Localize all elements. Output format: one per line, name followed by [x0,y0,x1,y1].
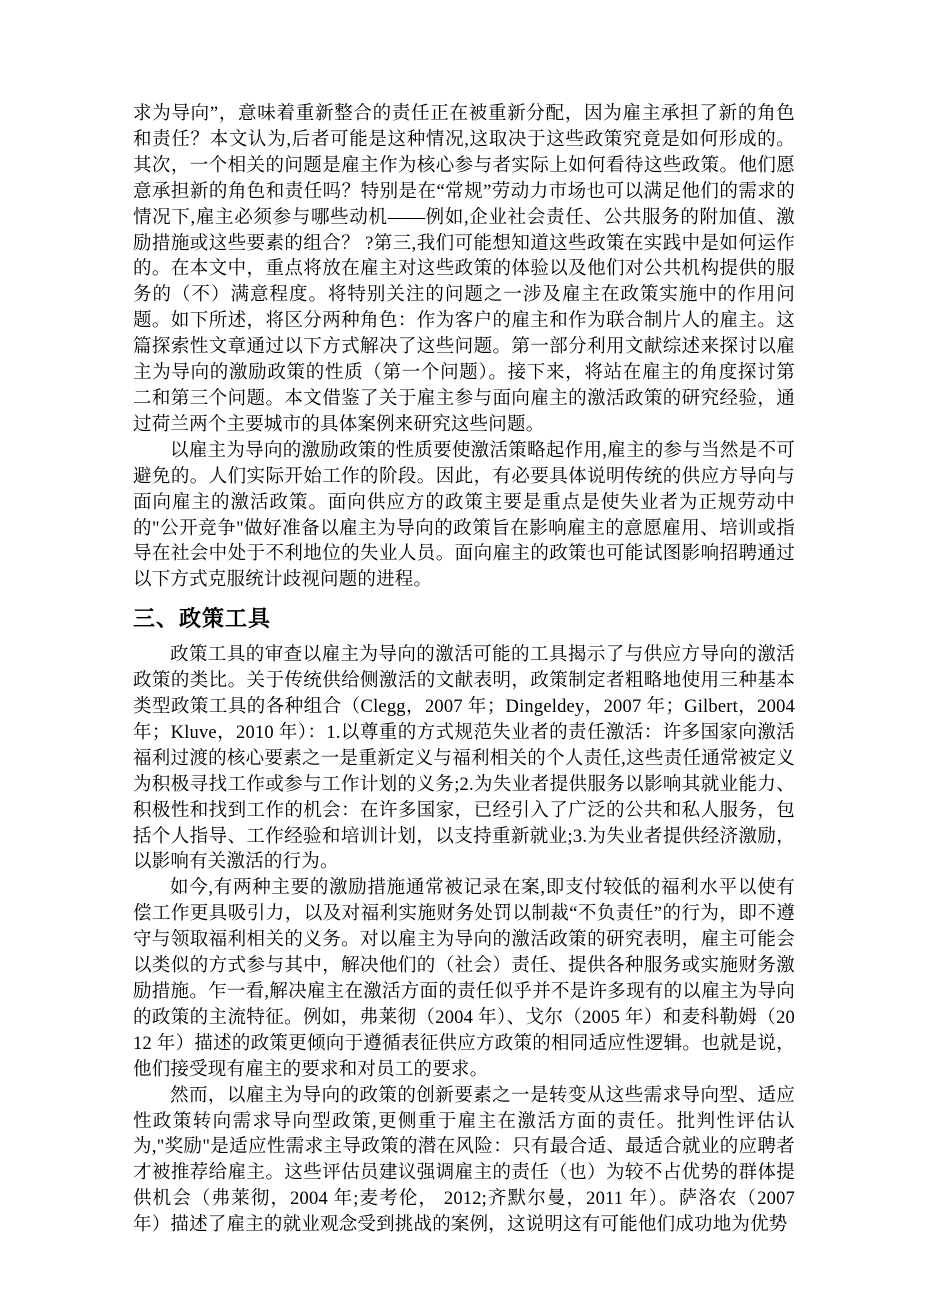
document-content [133,102,795,1239]
paragraph-innovative-elements: 然而，以雇主为导向的政策的创新要素之一是转变从这些需求导向型、适应性政策转向需求导向型政策,更侧重于雇主在激活方面的责任。批判性评估认为,"奖励"是适应性需求主导政策的潜在风险：只有最合适、最适合就业的应聘者才被推荐给雇主。这些评估员建议强调雇主的责任（也）为较不占优势的群体提供机会（弗莱彻，2004 年;麦考伦， 2012;齐默尔曼，2011 年）。萨洛农（2007 年）描述了雇主的就业观念受到挑战的案例，这说明这有可能他们成功地为优势 [133,1085,795,1236]
section-heading-policy-tools: 三、政策工具 [133,606,272,632]
paragraph-policy-tools-review: 政策工具的审查以雇主为导向的激活可能的工具揭示了与供应方导向的激活政策的类比。关于传统供给侧激活的文献表明，政策制定者粗略地使用三种基本类型政策工具的各种组合（Clegg，2007 年；Dingeldey，2007 年；Gilbert，2004 年；Kluve，2010 年）：1.以尊重的方式规范失业者的责任激活：许多国家向激活福利过渡的核心要素之一是重新定义与福利相关的个人责任,这些责任通常被定义为积极寻找工作或参与工作计划的义务;2.为失业者提供服务以影响其就业能力、积极性和找到工作的机会：在许多国家，已经引入了广泛的公共和私人服务，包括个人指导、工作经验和培训计划，以支持重新就业;3.为失业者提供经济激励，以影响有关激活的行为。 [133,645,795,873]
paragraph-activation-policy-nature: 以雇主为导向的激励政策的性质要使激活策略起作用,雇主的参与当然是不可避免的。人们实际开始工作的阶段。因此，有必要具体说明传统的供应方导向与面向雇主的激活政策。面向供应方的政策主要是重点是使失业者为正规劳动中的"公开竞争"做好准备以雇主为导向的政策旨在影响雇主的意愿雇用、培训或指导在社会中处于不利地位的失业人员。面向雇主的政策也可能试图影响招聘通过以下方式克服统计歧视问题的进程。 [133,440,795,591]
paragraph-incentive-measures: 如今,有两种主要的激励措施通常被记录在案,即支付较低的福利水平以使有偿工作更具吸引力，以及对福利实施财务处罚以制裁“不负责任”的行为，即不遵守与领取福利相关的义务。对以雇主为导向的激活政策的研究表明，雇主可能会以类似的方式参与其中，解决他们的（社会）责任、提供各种服务或实施财务激励措施。乍一看,解决雇主在激活方面的责任似乎并不是许多现有的以雇主为导向的政策的主流特征。例如，弗莱彻（2004 年）、戈尔（2005 年）和麦科勒姆（2012 年）描述的政策更倾向于遵循表征供应方政策的相同适应性逻辑。也就是说，他们接受现有雇主的要求和对员工的要求。 [133,878,795,1080]
paragraph-continued-from-previous-page: 求为导向”，意味着重新整合的责任正在被重新分配，因为雇主承担了新的角色和责任？本文认为,后者可能是这种情况,这取决于这些政策究竟是如何形成的。其次，一个相关的问题是雇主作为核心参与者实际上如何看待这些政策。他们愿意承担新的角色和责任吗？特别是在“常规”劳动力市场也可以满足他们的需求的情况下,雇主必须参与哪些动机——例如,企业社会责任、公共服务的附加值、激励措施或这些要素的组合？ ?第三,我们可能想知道这些政策在实践中是如何运作的。在本文中，重点将放在雇主对这些政策的体验以及他们对公共机构提供的服务的（不）满意程度。将特别关注的问题之一涉及雇主在政策实施中的作用问题。如下所述，将区分两种角色：作为客户的雇主和作为联合制片人的雇主。这篇探索性文章通过以下方式解决了这些问题。第一部分利用文献综述来探讨以雇主为导向的激励政策的性质（第一个问题）。接下来，将站在雇主的角度探讨第二和第三个问题。本文借鉴了关于雇主参与面向雇主的激活政策的研究经验，通过荷兰两个主要城市的具体案例来研究这些问题。 [133,104,795,435]
